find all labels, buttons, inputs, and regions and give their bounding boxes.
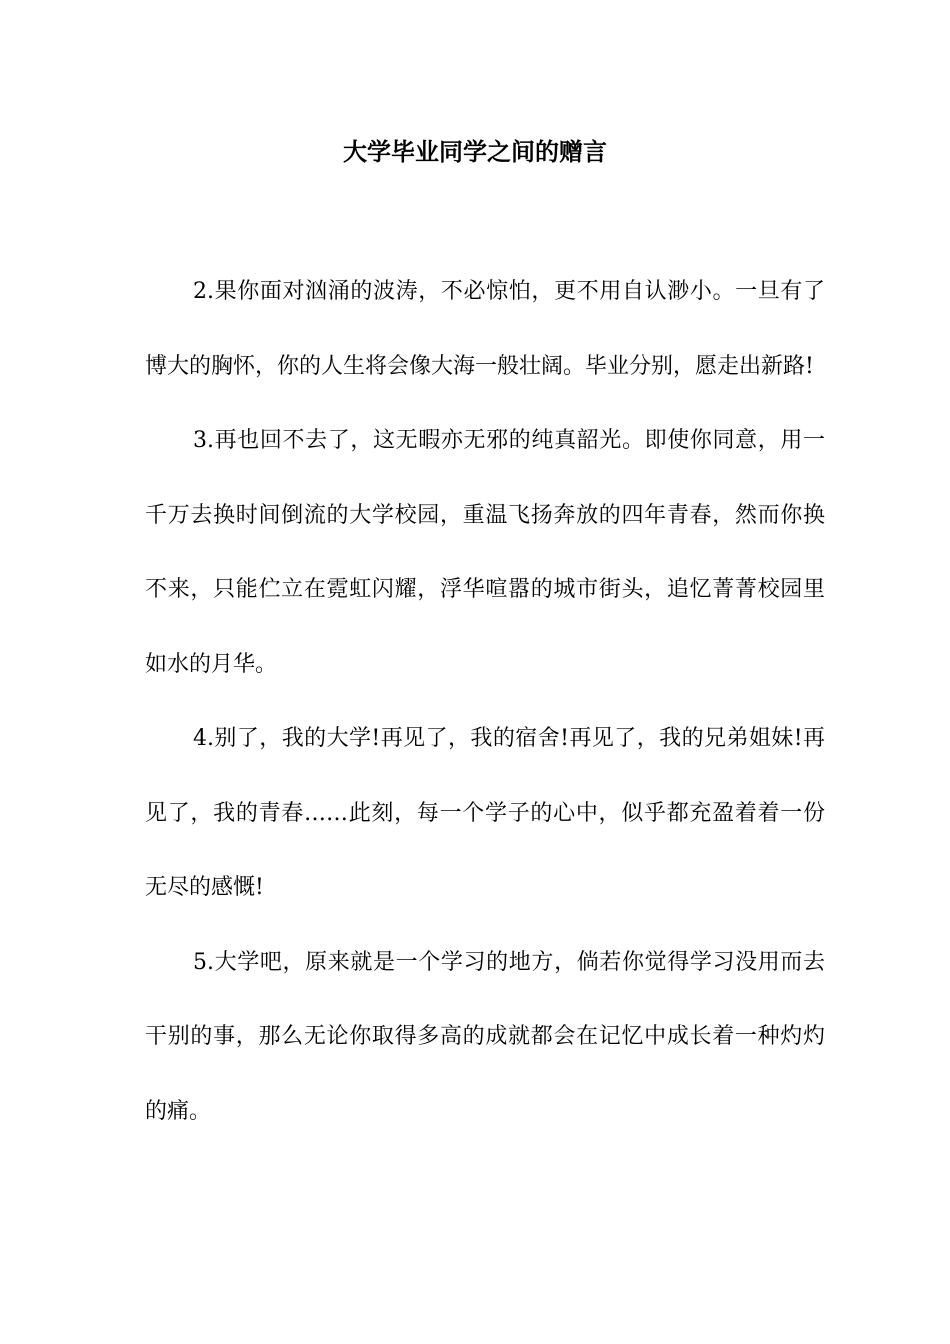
paragraph-4: 4.别了，我的大学!再见了，我的宿舍!再见了，我的兄弟姐妹!再见了，我的青春……此刻，每一个学子的心中，似乎都充盈着着一份无尽的感慨!	[145, 726, 825, 900]
paragraph-2: 2.果你面对汹涌的波涛，不必惊怕，更不用自认渺小。一旦有了博大的胸怀，你的人生将会像大海一般壮阔。毕业分别，愿走出新路!	[145, 279, 825, 379]
document-title: 大学毕业同学之间的赠言	[343, 137, 607, 166]
document-body	[145, 255, 825, 1149]
paragraph-5: 5.大学吧，原来就是一个学习的地方，倘若你觉得学习没用而去干别的事，那么无论你取得多高的成就都会在记忆中成长着一种灼灼的痛。	[145, 949, 825, 1124]
paragraph-3: 3.再也回不去了，这无暇亦无邪的纯真韶光。即使你同意，用一千万去换时间倒流的大学校园，重温飞扬奔放的四年青春，然而你换不来，只能伫立在霓虹闪耀，浮华喧嚣的城市街头，追忆菁菁校园里如水的月华。	[145, 428, 825, 677]
